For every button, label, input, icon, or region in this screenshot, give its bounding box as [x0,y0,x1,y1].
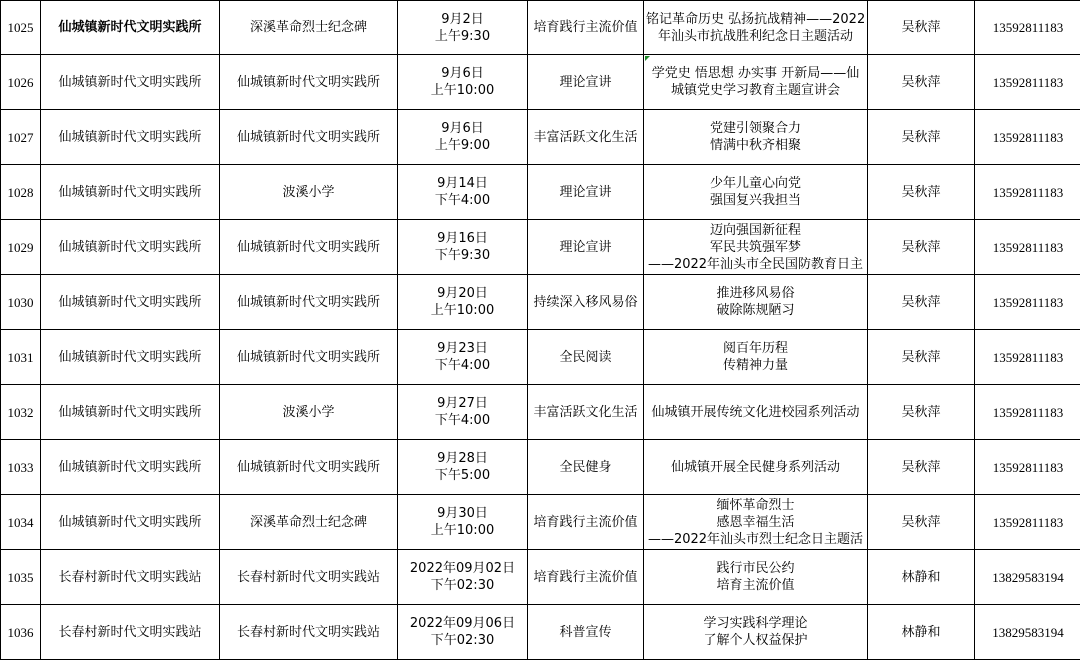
table-row [1,275,1080,330]
cell-time[interactable] [398,275,528,330]
cell-phone[interactable]: 13829583194 [975,550,1080,605]
time-date: 9月30日 [437,506,488,521]
cell-venue[interactable]: 深溪革命烈士纪念碑 [220,1,398,55]
cell-phone[interactable]: 13592811183 [975,220,1080,275]
cell-category[interactable]: 全民健身 [528,440,644,495]
cell-id[interactable]: 1031 [1,330,41,385]
cell-phone[interactable]: 13592811183 [975,55,1080,110]
time-date: 2022年09月02日 [409,561,516,576]
cell-title[interactable] [644,1,868,55]
cell-title[interactable] [644,385,868,440]
cell-contact[interactable]: 吴秋萍 [868,220,975,275]
cell-title[interactable] [644,275,868,330]
cell-org[interactable]: 仙城镇新时代文明实践所 [41,110,220,165]
time-clock: 上午9:00 [434,138,491,153]
cell-category[interactable]: 持续深入移风易俗 [528,275,644,330]
cell-contact[interactable]: 吴秋萍 [868,495,975,550]
cell-title[interactable] [644,495,868,550]
time-date: 9月2日 [441,11,484,27]
cell-id[interactable]: 1032 [1,385,41,440]
title-line: 培育主流价值 [716,578,795,593]
time-clock: 下午5:00 [434,468,491,483]
time-clock: 上午10:00 [430,303,495,318]
cell-title[interactable] [644,440,868,495]
table-row [1,495,1080,550]
cell-venue[interactable]: 波溪小学 [220,165,398,220]
comment-marker-icon [645,56,650,61]
time-clock: 下午4:00 [434,413,491,428]
cell-phone[interactable]: 13592811183 [975,330,1080,385]
time-clock: 上午10:00 [430,83,495,98]
cell-time[interactable] [398,495,528,550]
title-line: 铭记革命历史 弘扬抗战精神——2022 [646,11,866,27]
cell-org[interactable]: 仙城镇新时代文明实践所 [41,440,220,495]
cell-org[interactable]: 仙城镇新时代文明实践所 [41,55,220,110]
cell-category[interactable]: 培育践行主流价值 [528,1,644,55]
table-row [1,1,1080,55]
time-clock: 下午9:30 [434,248,491,263]
cell-id[interactable]: 1036 [1,605,41,660]
cell-phone[interactable]: 13592811183 [975,1,1080,55]
cell-contact[interactable]: 吴秋萍 [868,440,975,495]
cell-time[interactable] [398,330,528,385]
cell-time[interactable] [398,1,528,55]
cell-phone[interactable]: 13592811183 [975,165,1080,220]
time-date: 9月14日 [437,176,488,191]
title-line: 军民共筑强军梦 [709,239,801,255]
cell-contact[interactable]: 吴秋萍 [868,385,975,440]
time-date: 9月6日 [441,66,484,81]
cell-id[interactable]: 1034 [1,495,41,550]
cell-contact[interactable]: 林静和 [868,550,975,605]
title-line: ——2022年汕头市全民国防教育日主 [647,256,864,272]
title-line: 党建引领聚合力 [709,121,801,136]
title-line: 年汕头市抗战胜利纪念日主题活动 [657,28,853,44]
cell-id[interactable]: 1029 [1,220,41,275]
title-line: 情满中秋齐相聚 [709,138,801,153]
cell-title[interactable] [644,605,868,660]
cell-category[interactable]: 丰富活跃文化生活 [528,110,644,165]
cell-phone[interactable]: 13829583194 [975,605,1080,660]
cell-category[interactable]: 培育践行主流价值 [528,550,644,605]
table-row [1,330,1080,385]
cell-org[interactable]: 长春村新时代文明实践站 [41,605,220,660]
cell-org[interactable]: 仙城镇新时代文明实践所 [41,165,220,220]
cell-contact[interactable]: 吴秋萍 [868,1,975,55]
table-row [1,605,1080,660]
table-row [1,440,1080,495]
title-line: 学习实践科学理论 [703,616,808,631]
title-line: ——2022年汕头市烈士纪念日主题活 [647,531,864,547]
cell-phone[interactable]: 13592811183 [975,110,1080,165]
cell-time[interactable] [398,440,528,495]
cell-time[interactable] [398,385,528,440]
cell-title[interactable] [644,55,868,110]
cell-category[interactable]: 理论宣讲 [528,55,644,110]
time-date: 2022年09月06日 [409,616,516,631]
cell-org[interactable]: 长春村新时代文明实践站 [41,550,220,605]
cell-category[interactable]: 理论宣讲 [528,220,644,275]
table-row [1,550,1080,605]
time-clock: 下午4:00 [434,358,491,373]
cell-id[interactable]: 1027 [1,110,41,165]
cell-category[interactable]: 丰富活跃文化生活 [528,385,644,440]
title-line: 阅百年历程 [722,341,788,356]
cell-venue[interactable]: 仙城镇新时代文明实践所 [220,330,398,385]
title-line: 推进移风易俗 [716,286,795,301]
cell-venue[interactable]: 仙城镇新时代文明实践所 [220,440,398,495]
cell-contact[interactable]: 林静和 [868,605,975,660]
cell-id[interactable]: 1035 [1,550,41,605]
cell-org[interactable]: 仙城镇新时代文明实践所 [41,385,220,440]
table-row [1,55,1080,110]
cell-category[interactable]: 全民阅读 [528,330,644,385]
cell-time[interactable] [398,165,528,220]
cell-title[interactable] [644,165,868,220]
time-clock: 上午9:30 [434,28,491,44]
cell-org[interactable]: 仙城镇新时代文明实践所 [41,495,220,550]
cell-category[interactable]: 科普宣传 [528,605,644,660]
cell-category[interactable]: 培育践行主流价值 [528,495,644,550]
title-line: 感恩幸福生活 [716,514,795,530]
cell-venue[interactable]: 深溪革命烈士纪念碑 [220,495,398,550]
title-line: 仙城镇开展全民健身系列活动 [670,459,840,475]
cell-title[interactable] [644,110,868,165]
title-line: 城镇党史学习教育主题宣讲会 [670,83,840,98]
cell-time[interactable] [398,55,528,110]
cell-id[interactable]: 1030 [1,275,41,330]
time-date: 9月27日 [437,396,488,411]
cell-time[interactable] [398,605,528,660]
time-clock: 下午4:00 [434,193,491,208]
time-clock: 下午02:30 [430,633,495,648]
time-date: 9月28日 [437,451,488,466]
cell-venue[interactable]: 仙城镇新时代文明实践所 [220,220,398,275]
cell-venue[interactable]: 仙城镇新时代文明实践所 [220,55,398,110]
cell-title[interactable] [644,220,868,275]
cell-org[interactable]: 仙城镇新时代文明实践所 [41,220,220,275]
title-line: 仙城镇开展传统文化进校园系列活动 [651,404,860,420]
cell-phone[interactable]: 13592811183 [975,275,1080,330]
title-line: 破除陈规陋习 [716,303,795,318]
title-line: 传精神力量 [722,358,788,373]
time-date: 9月23日 [437,341,488,356]
cell-contact[interactable]: 吴秋萍 [868,165,975,220]
cell-contact[interactable]: 吴秋萍 [868,275,975,330]
title-line: 迈向强国新征程 [709,222,801,238]
cell-title[interactable] [644,330,868,385]
table-row [1,220,1080,275]
cell-category[interactable]: 理论宣讲 [528,165,644,220]
cell-contact[interactable]: 吴秋萍 [868,110,975,165]
cell-contact[interactable]: 吴秋萍 [868,55,975,110]
cell-org[interactable]: 仙城镇新时代文明实践所 [41,330,220,385]
cell-id[interactable]: 1025 [1,1,41,55]
cell-id[interactable]: 1028 [1,165,41,220]
title-line: 强国复兴我担当 [709,193,801,208]
cell-time[interactable] [398,110,528,165]
time-date: 9月16日 [437,231,488,246]
cell-contact[interactable]: 吴秋萍 [868,330,975,385]
cell-title[interactable] [644,550,868,605]
cell-venue[interactable]: 波溪小学 [220,385,398,440]
title-line: 少年儿童心向党 [709,176,801,191]
table-body [1,1,1080,660]
cell-venue[interactable]: 仙城镇新时代文明实践所 [220,110,398,165]
time-date: 9月6日 [441,121,484,136]
title-line: 践行市民公约 [716,561,795,576]
cell-id[interactable]: 1026 [1,55,41,110]
cell-time[interactable] [398,220,528,275]
cell-venue[interactable]: 长春村新时代文明实践站 [220,550,398,605]
time-clock: 下午02:30 [430,578,495,593]
cell-org[interactable]: 仙城镇新时代文明实践所 [41,275,220,330]
title-line: 了解个人权益保护 [703,633,808,648]
time-date: 9月20日 [437,286,488,301]
title-line: 缅怀革命烈士 [716,497,795,513]
table-row [1,165,1080,220]
cell-org[interactable]: 仙城镇新时代文明实践所 [41,1,220,55]
table-row [1,385,1080,440]
cell-venue[interactable]: 长春村新时代文明实践站 [220,605,398,660]
time-clock: 上午10:00 [430,523,495,538]
cell-time[interactable] [398,550,528,605]
title-line: 学党史 悟思想 办实事 开新局——仙 [651,66,860,81]
cell-phone[interactable]: 13592811183 [975,440,1080,495]
cell-phone[interactable]: 13592811183 [975,495,1080,550]
table-row [1,110,1080,165]
cell-venue[interactable]: 仙城镇新时代文明实践所 [220,275,398,330]
cell-phone[interactable]: 13592811183 [975,385,1080,440]
cell-id[interactable]: 1033 [1,440,41,495]
